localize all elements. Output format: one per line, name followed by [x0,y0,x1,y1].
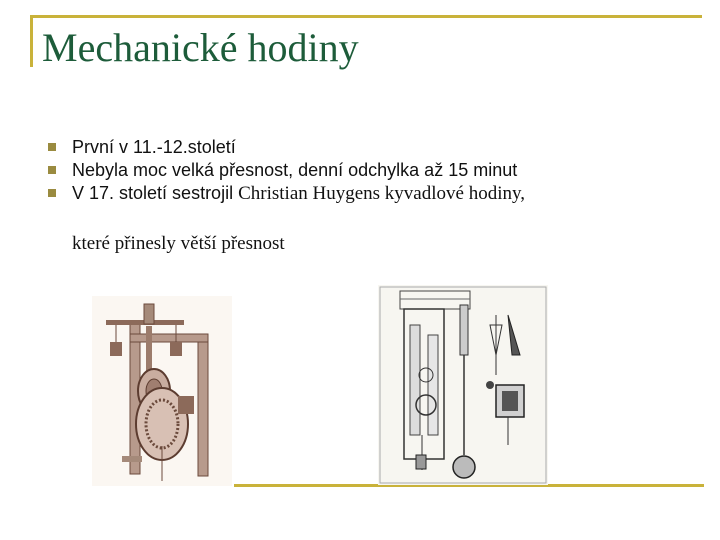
bullet-item [48,136,708,159]
bullet-item [48,182,708,205]
square-bullet-icon [48,189,56,197]
bullet-text: První v 11.-12.století [72,137,236,157]
frame-left-line [30,15,33,67]
early-clock-illustration [92,296,232,486]
bullet-text: Nebyla moc velká přesnost, denní odchylka až 15 minut [72,160,518,180]
huygens-pendulum-clock-engraving [378,285,548,485]
slide-title: Mechanické hodiny [42,25,359,70]
square-bullet-icon [48,166,56,174]
bullet-list [48,136,708,205]
bullet-item [48,159,708,182]
bullet-continuation: které přinesly větší přesnost [72,233,285,254]
frame-top-line [30,15,702,18]
bullet-text-serif: Christian Huygens kyvadlové hodiny, [238,183,525,204]
square-bullet-icon [48,143,56,151]
bullet-text-sans: V 17. století sestrojil [72,183,234,203]
